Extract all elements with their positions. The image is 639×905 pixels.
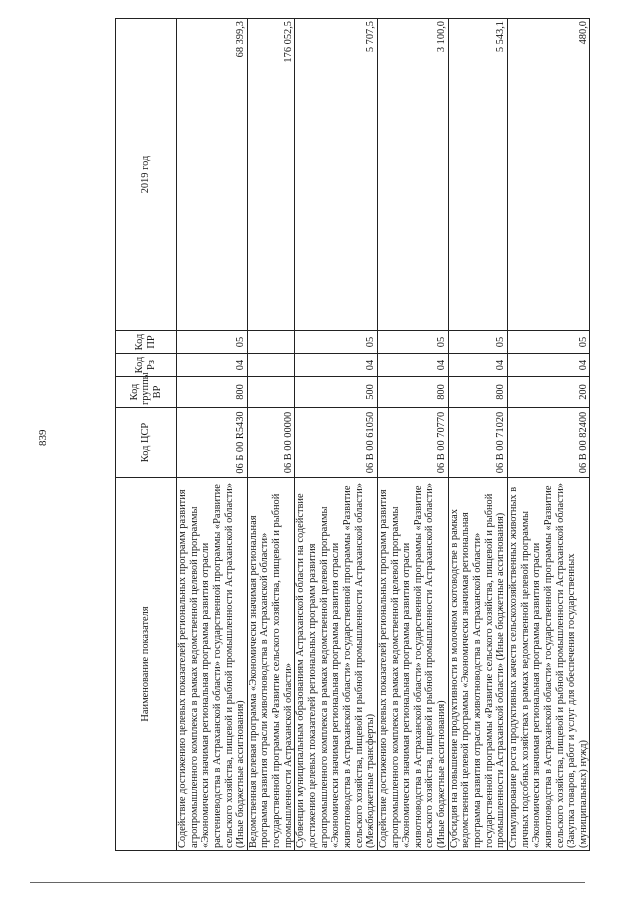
header-name: Наименование показателя xyxy=(116,478,177,851)
table-row xyxy=(177,19,248,851)
row-year: 480,0 xyxy=(507,19,589,331)
row-year: 3 100,0 xyxy=(377,19,448,331)
budget-table xyxy=(115,18,590,851)
row-rz: 04 xyxy=(507,354,589,377)
row-year: 5 707,5 xyxy=(295,19,377,331)
row-pr: 05 xyxy=(377,331,448,354)
row-pr: 05 xyxy=(507,331,589,354)
row-year: 5 543,1 xyxy=(448,19,507,331)
row-name: Содействие достижению целевых показателей региональных программ развития агропромышленного комплекса в рамках ведомственной целевой программы «Экономически значимая региональная программа развития отрасли животноводства в Астраханской области» государственной программы «Развитие сельского хозяйства, пищевой и рыбной промышленности Астраханской области» (Иные бюджетные ассигнования) xyxy=(377,478,448,851)
row-name: Ведомственная целевая программа «Экономически значимая региональная программа развития отрасли животноводства в Астраханской области» государственной программы «Развитие сельского хозяйства, пищевой и рыбной промышленности Астраханской области» xyxy=(247,478,295,851)
row-year: 176 052,5 xyxy=(247,19,295,331)
row-vr: 800 xyxy=(377,377,448,408)
row-rz xyxy=(247,354,295,377)
table-row xyxy=(377,19,448,851)
row-pr: 05 xyxy=(177,331,248,354)
table-row xyxy=(295,19,377,851)
row-vr: 800 xyxy=(177,377,248,408)
row-csr: 06 В 00 70770 xyxy=(377,408,448,478)
row-csr: 06 В 00 61050 xyxy=(295,408,377,478)
row-csr: 06 Б 00 R5430 xyxy=(177,408,248,478)
header-csr: Код ЦСР xyxy=(116,408,177,478)
row-rz: 04 xyxy=(377,354,448,377)
table-header-row xyxy=(116,19,177,851)
row-vr: 200 xyxy=(507,377,589,408)
header-rz: Код Рз xyxy=(116,354,177,377)
header-year: 2019 год xyxy=(116,19,177,331)
page-number: 839 xyxy=(37,429,49,446)
row-name: Стимулирование роста продуктивных качеств сельскохозяйственных животных в личных подсобных хозяйствах в рамках ведомственной целевой программы «Экономически значимая региональная программа развития отрасли животноводства в Астраханской области» государственной программы «Развитие сельского хозяйства, пищевой и рыбной промышленности Астраханской области» (Закупка товаров, работ и услуг для обеспечения государственных (муниципальных) нужд) xyxy=(507,478,589,851)
row-pr: 05 xyxy=(448,331,507,354)
header-pr: Код ПР xyxy=(116,331,177,354)
row-rz: 04 xyxy=(295,354,377,377)
row-csr: 06 В 00 82400 xyxy=(507,408,589,478)
table-row xyxy=(507,19,589,851)
row-rz: 04 xyxy=(177,354,248,377)
row-pr: 05 xyxy=(295,331,377,354)
row-vr: 500 xyxy=(295,377,377,408)
row-name: Содействие достижению целевых показателей региональных программ развития агропромышленного комплекса в рамках ведомственной целевой программы «Экономически значимая региональная программа развития отрасли растениеводства в Астраханской области» государственной программы «Развитие сельского хозяйства, пищевой и рыбной промышленности Астраханской области» (Иные бюджетные ассигнования) xyxy=(177,478,248,851)
row-pr xyxy=(247,331,295,354)
table-row xyxy=(247,19,295,851)
bottom-divider xyxy=(30,882,585,883)
row-name: Субвенции муниципальным образованиям Астраханской области на содействие достижению целевых показателей региональных программ развития агропромышленного комплекса в рамках ведомственной целевой программы «Экономически значимая региональная программа развития отрасли животноводства в Астраханской области» государственной программы «Развитие сельского хозяйства, пищевой и рыбной промышленности Астраханской области» (Межбюджетные трансферты) xyxy=(295,478,377,851)
row-rz: 04 xyxy=(448,354,507,377)
row-name: Субсидия на повышение продуктивности в молочном скотоводстве в рамках ведомственной целевой программы «Экономически значимая региональная программа развития отрасли животноводства в Астраханской области» государственной программы «Развитие сельского хозяйства, пищевой и рыбной промышленности Астраханской области» (Иные бюджетные ассигнования) xyxy=(448,478,507,851)
row-vr xyxy=(247,377,295,408)
row-csr: 06 В 00 71020 xyxy=(448,408,507,478)
row-csr: 06 В 00 00000 xyxy=(247,408,295,478)
header-vr: Код группы ВР xyxy=(116,377,177,408)
row-year: 68 399,3 xyxy=(177,19,248,331)
rotated-table-container xyxy=(115,19,589,851)
row-vr: 800 xyxy=(448,377,507,408)
table-row xyxy=(448,19,507,851)
